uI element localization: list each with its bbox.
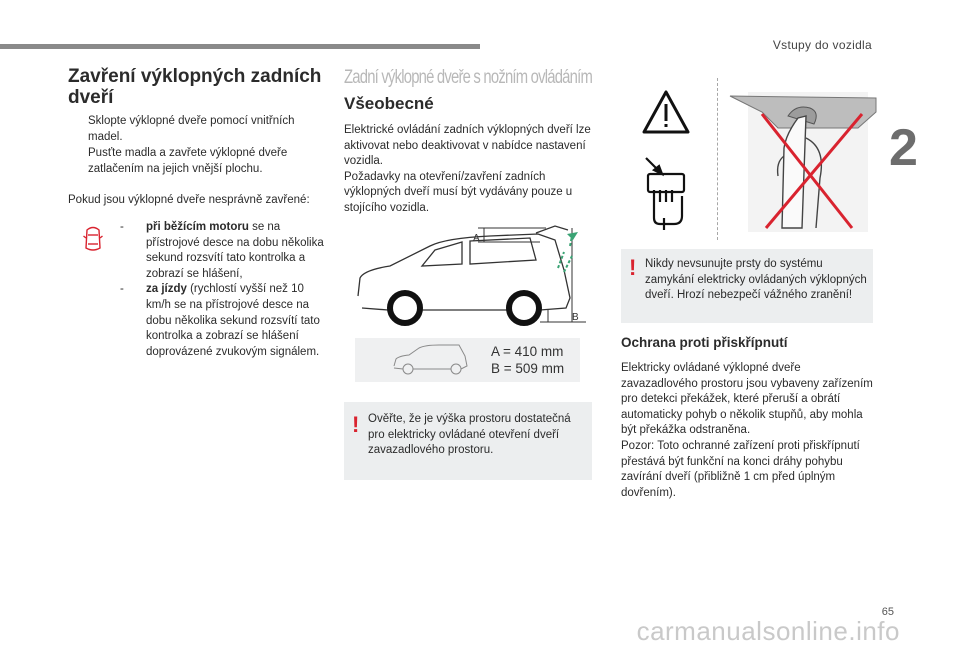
warning-conditions (120, 220, 330, 360)
page-number: 65 (881, 606, 894, 618)
step-item (68, 114, 328, 145)
height-warning-text: Ověřte, že je výška prostoru dostatečná pro elektricky ovládané otevření dveří zavazadlového prostoru. (368, 413, 571, 457)
dim-label-a: A (473, 233, 480, 244)
watermark-text: carmanualsonline.info (636, 616, 900, 646)
danger-triangle-icon (644, 92, 688, 132)
closing-steps (68, 114, 328, 178)
dimension-box (355, 338, 580, 382)
finger-warning-box (621, 249, 873, 323)
dim-label-b: B (572, 312, 579, 323)
closing-title: Zavření výklopných zadních dveří (68, 66, 322, 108)
tailgate-latch-photo (730, 92, 876, 232)
general-text: Elektrické ovládání zadních výklopných dveří lze aktivovat nebo deaktivovat v nabídce nastavení vozidla. Požadavky na otevření/zavření zadních výklopných dveří musí být vydávány pouze u stojícího vozidla. (344, 124, 591, 214)
condition-text: (rychlostí vyšší než 10 km/h se na přístrojové desce na dobu několika sekund rozsvítí tato kontrolka a zobrazí se hlášení doprovázené zvukovým signálem. (146, 283, 320, 358)
chapter-number: 2 (889, 119, 918, 177)
dimension-values (491, 343, 564, 377)
header-rule (0, 44, 480, 49)
anti-pinch-text: Elektricky ovládané výklopné dveře zavazadlového prostoru jsou vybaveny zařízením pro detekci překážek, které přeruší a obrátí automaticky pohyb o několik stupňů, aby mohla být překážka odstraněna. Pozor: Toto ochranné zařízení proti přiskřípnutí přestává být funkční na konci dráhy pohybu zavírání dveří (přibližně 1 cm před úplným dovřením). (621, 362, 873, 499)
condition-bold: za jízdy (146, 283, 187, 296)
finger-warning-text: Nikdy nevsunujte prsty do systému zamykání elektricky ovládaných výklopných dveří. Hrozí nebezpečí vážného zranění! (645, 258, 867, 302)
condition-item (120, 220, 330, 282)
condition-bold: při běžícím motoru (146, 221, 249, 233)
warning-exclamation-icon: ! (352, 412, 360, 437)
incorrect-close-intro: Pokud jsou výklopné dveře nesprávně zavřené: (68, 194, 310, 206)
dim-a-value: A = 410 mm (491, 344, 564, 359)
hand-pinch-icon (646, 158, 684, 230)
finger-warning-pictograms (630, 78, 880, 243)
dash-marker: - (120, 221, 124, 233)
step-item (68, 146, 328, 177)
general-subtitle: Všeobecné (344, 94, 434, 113)
condition-item (120, 282, 330, 360)
dim-b-value: B = 509 mm (491, 361, 565, 376)
pictogram-divider (717, 78, 718, 240)
open-door-warning-icon (83, 224, 103, 254)
anti-pinch-subtitle: Ochrana proti přiskřípnutí (621, 335, 788, 350)
section-header: Vstupy do vozidla (772, 38, 872, 52)
step-text: Pusťte madla a zavřete výklopné dveře zatlačením na jejich vnější plochu. (88, 147, 288, 175)
height-warning-box (344, 402, 592, 480)
dash-marker: - (120, 283, 124, 296)
car-dimension-diagram (350, 220, 590, 332)
foot-operated-title: Zadní výklopné dveře s nožním ovládáním (344, 67, 593, 88)
car-silhouette-icon (391, 342, 471, 378)
step-text: Sklopte výklopné dveře pomocí vnitřních madel. (88, 115, 295, 143)
warning-exclamation-icon: ! (629, 255, 637, 280)
condition-text: se na přístrojové desce na dobu několika sekund rozsvítí tato kontrolka a zobrazí se hlášení, (146, 221, 324, 280)
